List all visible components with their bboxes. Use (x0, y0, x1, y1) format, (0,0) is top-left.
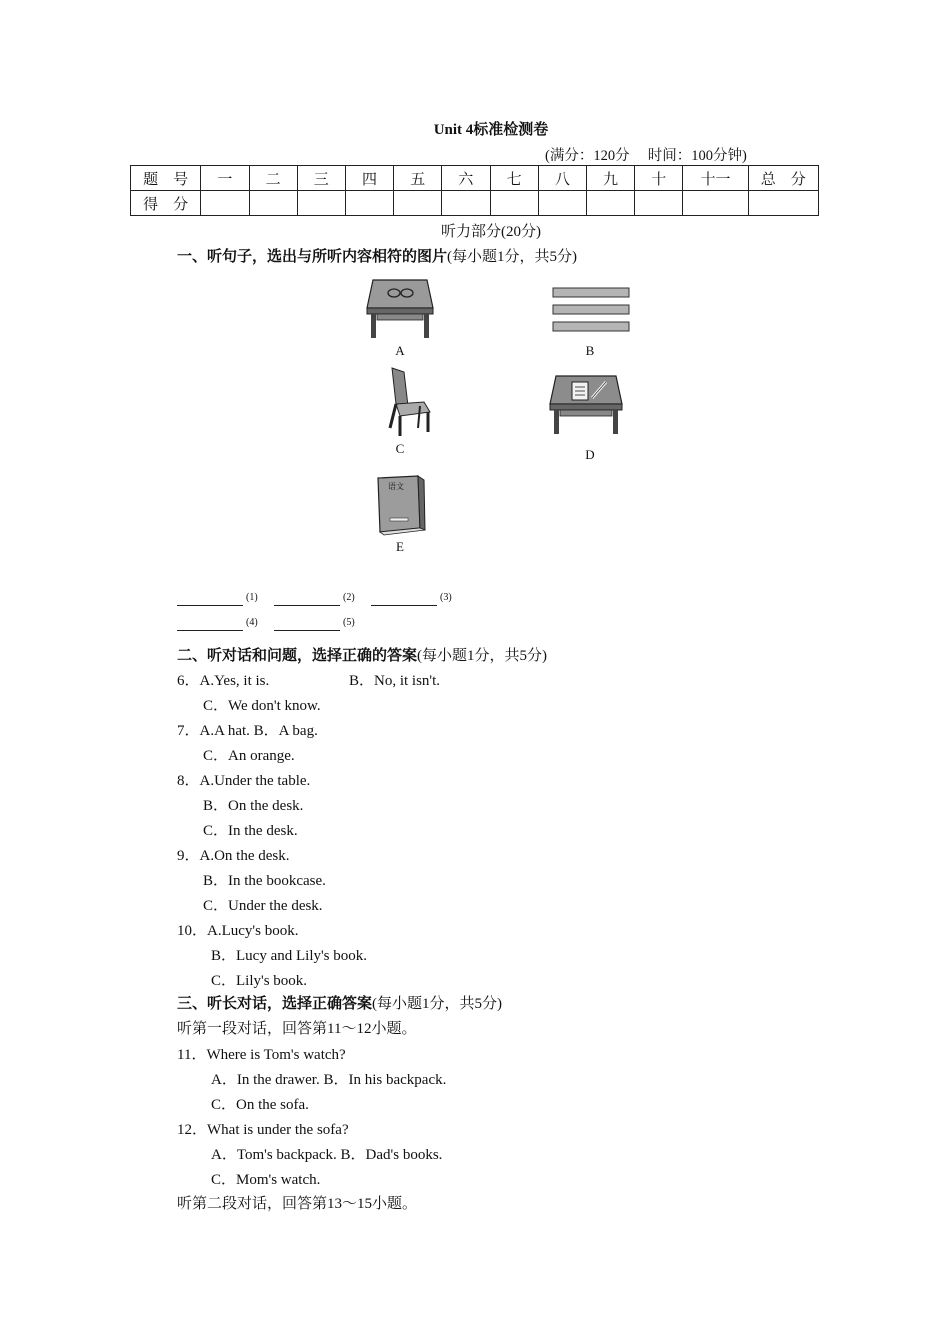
picture-label-d: D (585, 447, 595, 462)
picture-label-a: A (395, 343, 405, 358)
picture-label-b: B (585, 343, 595, 358)
table-cell: 六 (442, 166, 490, 191)
score-cell[interactable] (748, 191, 818, 216)
score-table (130, 165, 819, 216)
score-cell[interactable] (201, 191, 249, 216)
score-table-header-row (131, 166, 819, 191)
score-cell[interactable] (490, 191, 538, 216)
part3-points: (每小题1分，共5分) (372, 996, 503, 1012)
score-cell[interactable] (394, 191, 442, 216)
score-cell[interactable] (249, 191, 297, 216)
part3-heading-text: 三、听长对话，选择正确答案 (177, 996, 373, 1012)
desk-with-paper-icon (548, 374, 624, 436)
question-10-option-b: B．Lucy and Lily's book. (211, 948, 368, 964)
table-cell: 四 (345, 166, 393, 191)
dialogue-1-instruction: 听第一段对话，回答第11～12小题。 (177, 1021, 417, 1037)
part1-points: (每小题1分，共5分) (447, 249, 578, 265)
answer-blank-5[interactable]: (5) (274, 617, 355, 636)
part2-points: (每小题1分，共5分) (417, 648, 548, 664)
desk-with-glasses-icon (365, 278, 435, 340)
score-cell[interactable] (345, 191, 393, 216)
picture-label-e: E (396, 539, 404, 554)
listening-section-label: 听力部分(20分) (441, 224, 541, 240)
question-12-options-ab: A．Tom's backpack. B．Dad's books. (211, 1147, 443, 1163)
table-cell: 总 分 (748, 166, 818, 191)
question-10-option-a: 10．A.Lucy's book. (177, 923, 299, 939)
answer-blank-3[interactable]: (3) (371, 592, 452, 611)
question-8-option-c: C．In the desk. (203, 823, 298, 839)
table-cell: 五 (394, 166, 442, 191)
answer-blank-1[interactable]: (1) (177, 592, 258, 611)
part1-heading-text: 一、听句子，选出与所听内容相符的图片 (177, 249, 448, 265)
table-cell: 八 (538, 166, 586, 191)
score-table-score-row (131, 191, 819, 216)
question-8-option-b: B．On the desk. (203, 798, 304, 814)
table-cell: 十一 (683, 166, 748, 191)
question-6-option-b: B．No, it isn't. (349, 673, 441, 689)
question-6-option-c: C．We don't know. (203, 698, 321, 714)
table-cell: 七 (490, 166, 538, 191)
question-11-options-ab: A．In the drawer. B．In his backpack. (211, 1072, 447, 1088)
question-6-option-a: 6．A.Yes, it is. (177, 673, 270, 689)
dialogue-2-instruction: 听第二段对话，回答第13～15小题。 (177, 1196, 418, 1212)
bookshelf-icon (552, 286, 630, 334)
score-cell[interactable] (442, 191, 490, 216)
score-cell[interactable] (538, 191, 586, 216)
picture-label-c: C (395, 441, 405, 456)
answer-blank-4[interactable]: (4) (177, 617, 258, 636)
table-cell: 九 (586, 166, 634, 191)
table-cell: 二 (249, 166, 297, 191)
question-7-option-c: C．An orange. (203, 748, 295, 764)
score-cell[interactable] (635, 191, 683, 216)
question-12: 12．What is under the sofa? (177, 1122, 349, 1138)
page-title: Unit 4标准检测卷 (433, 122, 549, 138)
book-cover-text: 语文 (388, 482, 404, 491)
score-cell[interactable] (586, 191, 634, 216)
chair-icon (382, 366, 434, 438)
question-8-option-a: 8．A.Under the table. (177, 773, 311, 789)
table-cell: 题 号 (131, 166, 201, 191)
table-cell: 得 分 (131, 191, 201, 216)
answer-blank-2[interactable]: (2) (274, 592, 355, 611)
score-cell[interactable] (683, 191, 748, 216)
score-time-info: (满分：120分 时间：100分钟) (545, 148, 747, 164)
score-cell[interactable] (297, 191, 345, 216)
table-cell: 十 (635, 166, 683, 191)
question-11: 11．Where is Tom's watch? (177, 1047, 346, 1063)
part2-heading-text: 二、听对话和问题，选择正确的答案 (177, 648, 418, 664)
question-12-option-c: C．Mom's watch. (211, 1172, 321, 1188)
part2-heading (177, 644, 547, 665)
part1-heading (177, 245, 577, 266)
question-11-option-c: C．On the sofa. (211, 1097, 309, 1113)
part3-heading (177, 992, 502, 1013)
question-10-option-c: C．Lily's book. (211, 973, 308, 989)
question-9-option-c: C．Under the desk. (203, 898, 323, 914)
question-9-option-b: B．In the bookcase. (203, 873, 326, 889)
question-9-option-a: 9．A.On the desk. (177, 848, 290, 864)
question-7-options-ab: 7．A.A hat. B．A bag. (177, 723, 318, 739)
table-cell: 一 (201, 166, 249, 191)
table-cell: 三 (297, 166, 345, 191)
